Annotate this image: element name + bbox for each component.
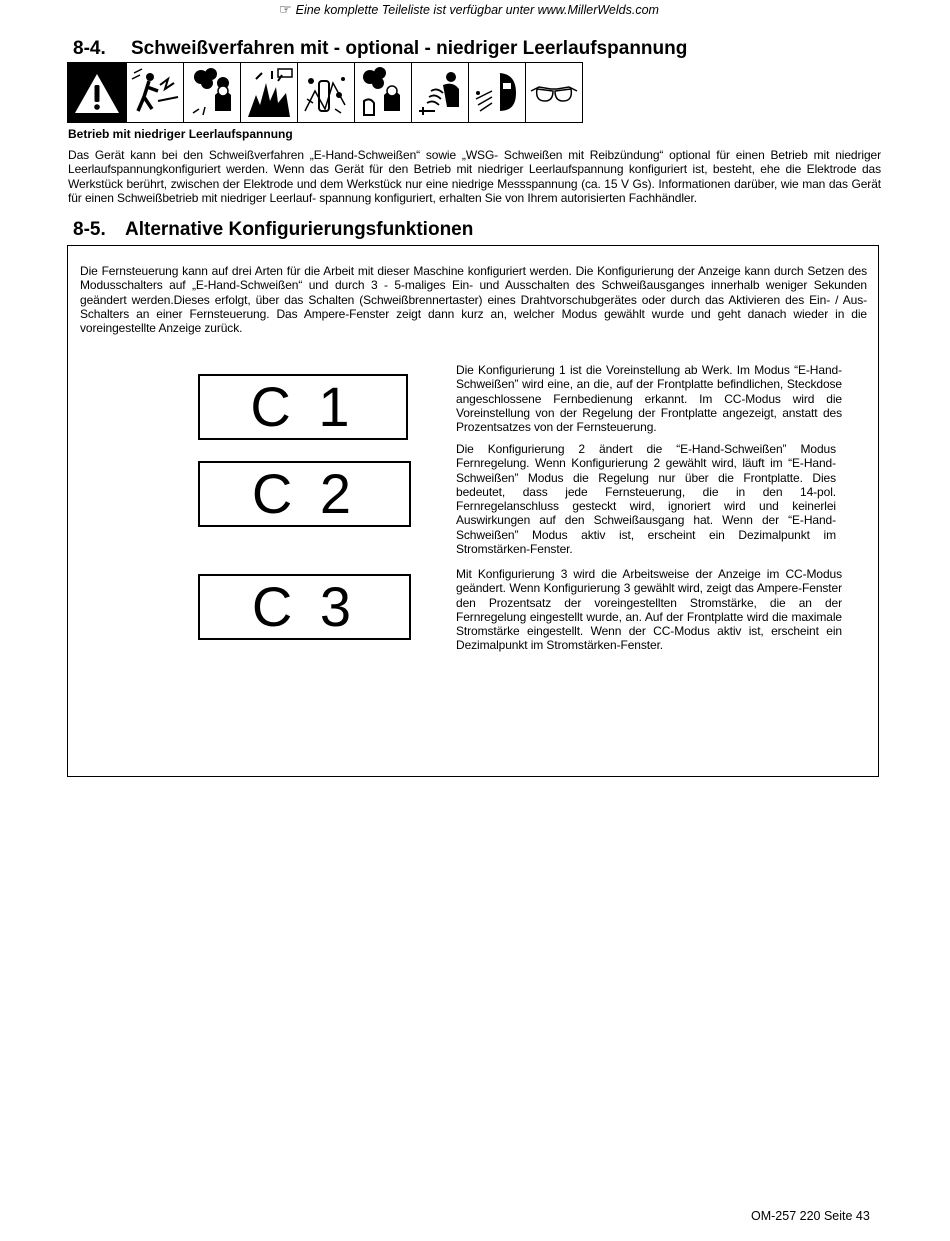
display-c1-text: C 1 — [250, 375, 356, 438]
breathing-hazard-icon — [354, 63, 411, 122]
section-8-4-heading — [73, 38, 687, 60]
safety-glasses-icon — [525, 63, 582, 122]
fire-explosion-icon — [240, 63, 297, 122]
configuration-box — [67, 245, 879, 777]
config-3-description: Mit Konfigurierung 3 wird die Arbeitsweise der Anzeige im CC-Modus geändert. Wenn Konfigurierung 3 gewählt wird, zeigt das Ampere-Fenster den Prozentsatz der voreingestellten Stromstärke, die an der Fernregelung eingestellt wurde, an. Auf der Frontplatte wird die maximale Stromstärke eingestellt. Wenn der CC-Modus aktiv ist, erscheint ein Dezimalpunkt im Stromstärken-Fenster. — [456, 567, 842, 653]
section-8-5-number: 8-5. — [73, 219, 106, 240]
warning-triangle-icon — [68, 63, 126, 122]
config-1-description: Die Konfigurierung 1 ist die Voreinstellung ab Werk. Im Modus “E-Hand-Schweißen” wird eine, an die, auf der Frontplatte befindlichen, Steckdose angeschlossene Fernbedienung erkannt. Im CC-Modus wird die Voreinstellung von der Regelung der Frontplatte angezeigt, anstatt des Prozentsatzes von der Fernsteuerung. — [456, 363, 842, 435]
parts-list-note — [0, 1, 938, 18]
section-8-4-number: 8-4. — [73, 38, 106, 59]
display-c1 — [198, 374, 408, 440]
display-c3 — [198, 574, 411, 640]
low-ocv-paragraph: Das Gerät kann bei den Schweißverfahren „E-Hand-Schweißen“ sowie „WSG- Schweißen mit Reibzündung“ optional für einen Betrieb mit niedriger Leerlaufspannungkonfiguriert werden. Wenn das Gerät für den Betrieb mit niedriger Leerlaufspannung konfiguriert ist, besteht, ehe die Elektrode das Werkstück berührt, zwischen der Elektrode und dem Werkstück nur eine niedrige Messspannung (ca. 15 V Gs). Informationen darüber, wie man das Gerät für einen Schweißbetrieb mit niedriger Leerlauf- spannung konfiguriert, erhalten Sie von Ihrem autorisierten Fachhändler. — [68, 148, 881, 205]
display-c2 — [198, 461, 411, 527]
configuration-intro: Die Fernsteuerung kann auf drei Arten für die Arbeit mit dieser Maschine konfiguriert werden. Die Konfigurierung der Anzeige kann durch Setzen des Modusschalters auf „E-Hand-Schweißen“ und durch 3 - 5-maliges Ein- und Ausschalten des Schweißausganges innerhalb weniger Sekunden geändert werden.Dieses erfolgt, über das Schalten (Schweißbrennertaster) eines Drahtvorschubgerätes oder durch das Aktivieren des Ein- / Aus-Schalters an einer Fernsteuerung. Das Ampere-Fenster zeigt dann kurz an, welcher Modus gewählt wurde und geht danach wieder in die voreingestellte Anzeige zurück. — [80, 264, 867, 336]
low-ocv-subheading: Betrieb mit niedriger Leerlaufspannung — [68, 127, 293, 141]
parts-list-note-text: Eine komplette Teileliste ist verfügbar unter www.MillerWelds.com — [295, 3, 659, 17]
display-c3-text: C 3 — [251, 575, 358, 638]
gas-cylinder-icon — [297, 63, 354, 122]
arc-rays-welding-helmet-icon — [468, 63, 525, 122]
hazard-icon-strip — [67, 62, 583, 123]
page-number-footer: OM-257 220 Seite 43 — [751, 1209, 870, 1223]
hot-parts-icon — [411, 63, 468, 122]
config-2-description: Die Konfigurierung 2 ändert die “E-Hand-Schweißen” Modus Fernregelung. Wenn Konfigurierung 2 gewählt wird, läuft im “E-Hand-Schweißen” Modus die Regelung nur über die Frontplatte. Dies bedeutet, dass jede Fernsteuerung, die in den 14-pol. Fernregelanschluss gesteckt wird, ignoriert wird und keinerlei Auswirkungen auf den Schweißausgang hat. Wenn der “E-Hand-Schweißen” Modus aktiv ist, erscheint ein Dezimalpunkt im Stromstärken-Fenster. — [456, 442, 836, 557]
section-8-5-title: Alternative Konfigurierungsfunktionen — [125, 219, 474, 240]
display-c2-text: C 2 — [251, 462, 358, 525]
pointing-hand-icon: ☞ — [279, 1, 292, 17]
welding-fumes-icon — [183, 63, 240, 122]
electric-shock-icon — [126, 63, 183, 122]
section-8-5-heading — [73, 219, 473, 241]
section-8-4-title: Schweißverfahren mit - optional - niedriger Leerlaufspannung — [131, 38, 688, 59]
